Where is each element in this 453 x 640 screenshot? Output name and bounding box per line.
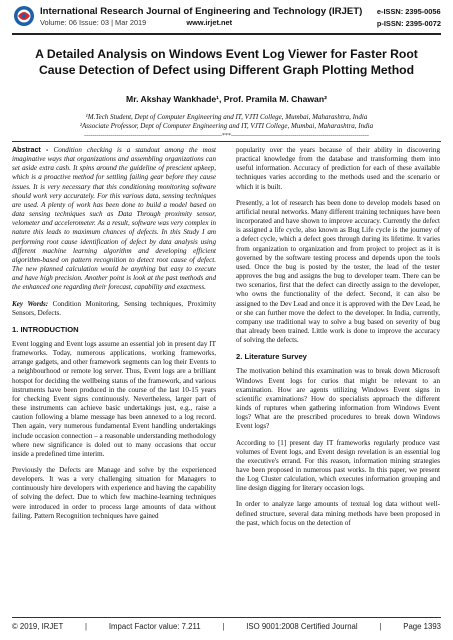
- right-paragraph-2: Presently, a lot of research has been done to develop models based on artificial neural networks. Many different training techniques have been incorporated and have shown to improve accuracy. Currently the defect is assigned a life cycle, also known as Bug Life cycle is the journey of a defect cycle, which a defect goes through during its lifetime. It varies from organization to organization and from project to project as it is governed by the software testing process and depends upon the tools used. Once the bug is posted by the tester, the lead of the tester approves the bug and assigns the bug to developer team. There can be two scenarios, first that the defect can directly assign to the developer, who owns the functionality of the defect. Second, it can also be assigned to the Dev Lead and once it is approved with the Dev Lead, he or she can further move the defect to the developer. In India, currently, company use traditional way to solve a bug based on severity of bug that already been trained. Little work is done to improve the accuracy of solving the defects.: [236, 198, 440, 345]
- keywords: [12, 300, 216, 318]
- header-rule: [12, 33, 441, 35]
- left-column: [12, 146, 216, 528]
- volume-issue: Volume: 06 Issue: 03 | Mar 2019: [40, 18, 147, 27]
- intro-paragraph-1: Event logging and Event logs assume an essential job in present day IT frameworks. Today, numerous applications, working frameworks, arrange gadgets, and other framework segments can log their Events to a neighbourhood or remote log server. Thus, Event logs are a brilliant hotspot for deciding the wellbeing status of the framework, and various instruments have been produced in the course of the last 10-15 years for checking Event signs continuously. Nevertheless, larger part of these instruments can achieve basic undertakings just, e.g., raise a caution following a blame message has been annexed to a log record. Then again, very numerous fundamental Event handling undertakings include occasion connection – a reasonable understanding methodology where new significance is doled out to many occasions that occur inside a predefined time interim.: [12, 339, 216, 458]
- footer-separator: |: [85, 622, 88, 631]
- e-issn: e-ISSN: 2395-0056: [376, 7, 441, 16]
- journal-website: www.irjet.net: [186, 18, 233, 27]
- survey-paragraph-1: The motivation behind this examination was to break down Microsoft Windows Event logs for curios that might be relevant to an examination. How are agents utilizing Windows Event signs in scientific examinations? How do specialists approach the different kinds of ruptures when gathering information from Windows Event logs? What are the prescribed procedures to break down Windows Event logs?: [236, 367, 440, 431]
- footer-rule: [12, 617, 441, 618]
- footer-impact-factor: Impact Factor value: 7.211: [108, 622, 201, 631]
- abstract: [12, 146, 216, 293]
- survey-paragraph-3: In order to analyze large amounts of textual log data without well-defined structure, several data mining methods have been proposed in the past, which focus on the detection of: [236, 500, 440, 527]
- paper-authors: Mr. Akshay Wankhade¹, Prof. Pramila M. Chawan²: [126, 94, 327, 104]
- journal-header: [0, 0, 453, 40]
- intro-paragraph-2: Previously the Defects are Manage and solve by the experienced developers. It was a very challenging situation for Managers to continuously hire developers with experience and having the capability of solving the defect. Due to which few machine-learning techniques were introduced in order to process large amounts of data without failing. Pattern Recognition techniques have gained: [12, 466, 216, 520]
- journal-meta: [40, 18, 340, 27]
- section-heading-literature-survey: 2. Literature Survey: [236, 352, 307, 362]
- separator-rule: ---------------------------------------------------------------------***---------------------------------------------------------------------: [12, 133, 441, 142]
- issn-block: [377, 6, 441, 30]
- footer-separator: |: [379, 622, 382, 631]
- section-heading-introduction: 1. INTRODUCTION: [12, 324, 79, 334]
- abstract-label: Abstract -: [12, 146, 54, 154]
- abstract-body: Condition checking is a standout among the most imaginative ways that organizations and assembling organizations can set aside extra cash. It spins around the guideline of prescient upkeep, which is a proactive method for settling failing gear before they cause issues. It is very necessary that this conditioning monitoring software should work very accurately. For this various data, sensing techniques are used. A plenty of work has been done to build a model based on data sensing techniques such as Data Through proximity sensor, velometer and accelerometer. As a result, software was very complex in nature this leads to maximum chances of defects. In this Study I am performing root cause identification of defect by data analysis using different machine learning algorithm and developing efficient algorithm-based on pattern recognition to detect root cause of defect. The new planned calculation would be anything but easy to execute and have high precision. Another point is look at the past methods and the enhanced one regarding their forecast, capability and exactness.: [12, 146, 216, 292]
- keywords-text: Condition Monitoring, Sensing techniques, Proximity Sensors, Defects.: [12, 299, 216, 317]
- survey-paragraph-2: According to [1] present day IT frameworks regularly produce vast volumes of Event logs, and Event design revelation is an essential log the executive's errand. For this reason, information mining strategies have been proposed in numerous past works. In this paper, we present the Log Cluster calculation, which executes information grouping and line design digging for literary occasion logs.: [236, 438, 440, 493]
- p-issn: p-ISSN: 2395-0072: [376, 19, 441, 28]
- right-column: [236, 146, 440, 535]
- journal-footer: [12, 622, 441, 631]
- affiliation-1: ¹M.Tech Student, Dept of Computer Engineering and IT, VJTI College, Mumbai, Maharashtra, India: [85, 113, 368, 121]
- right-paragraph-1: popularity over the years because of their ability in discovering practical knowledge from the database and transforming them into useful information. Accuracy of prediction for each of these available techniques varies according to the methods used and the scenario or which it is built.: [236, 146, 440, 191]
- footer-copyright: © 2019, IRJET: [12, 622, 64, 631]
- keywords-label: Key Words:: [12, 299, 49, 308]
- footer-separator: |: [222, 622, 225, 631]
- footer-iso: ISO 9001:2008 Certified Journal: [246, 622, 358, 631]
- paper-title: A Detailed Analysis on Windows Event Log Viewer for Faster Root Cause Detection of Defect using Different Graph Plotting Method: [35, 47, 418, 77]
- affiliation-2: ²Associate Professor, Dept of Computer Engineering and IT, VJTI College, Mumbai, Maharashtra, India: [79, 122, 374, 130]
- irjet-logo-icon: [13, 5, 35, 27]
- footer-page-number: Page 1393: [403, 622, 441, 631]
- journal-name: International Research Journal of Engineering and Technology (IRJET): [40, 6, 363, 17]
